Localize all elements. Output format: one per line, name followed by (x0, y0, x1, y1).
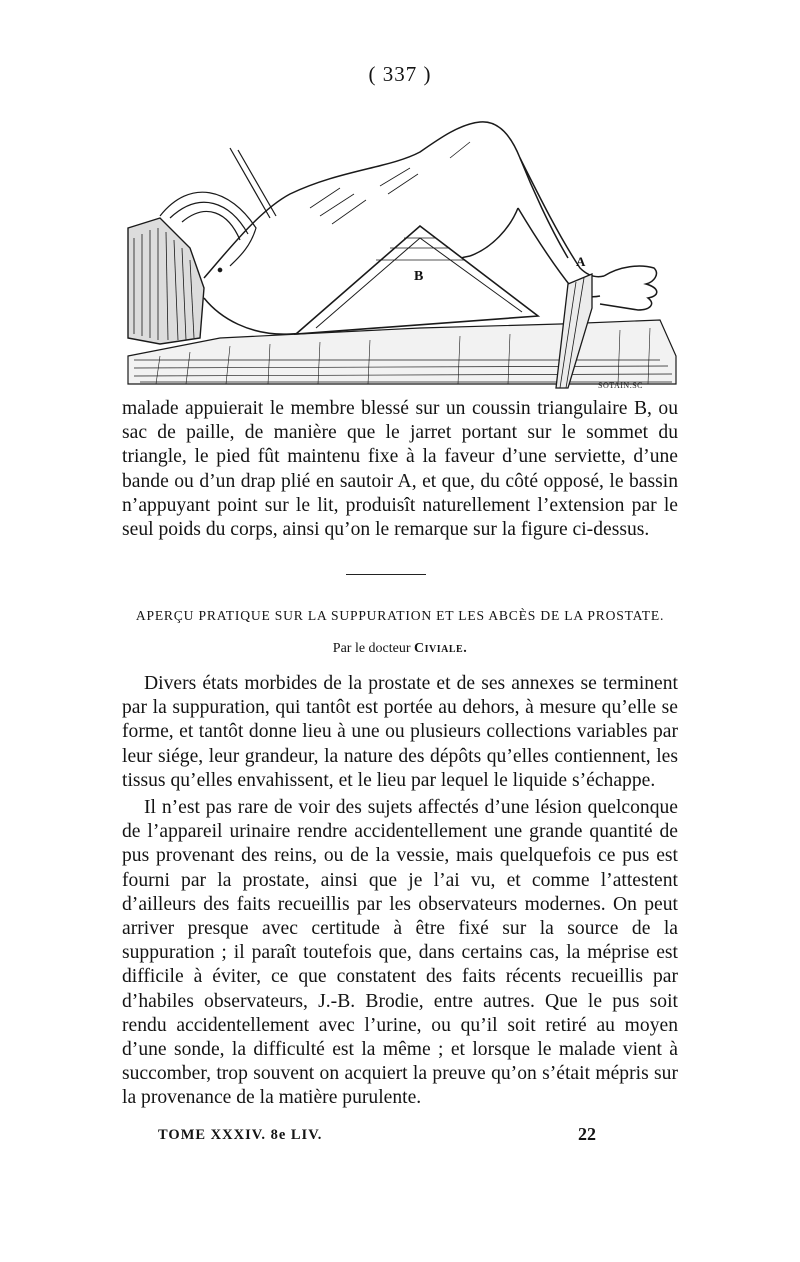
label-a: A (576, 254, 586, 269)
article-title: APERÇU PRATIQUE SUR LA SUPPURATION ET LES ABCÈS DE LA PROSTATE. (135, 608, 665, 623)
paragraph-body: Il n’est pas rare de voir des sujets affectés d’une lésion quelconque de l’appareil urinaire rendre accidentellement une grande quantité de pus provenant des reins, ou de la vessie, mais quelquefois ce pus est fourni par la prostate, ainsi que je l’ai vu, et comme l’attestent d’ailleurs des faits recueillis par les observateurs modernes. On peut arriver presque avec certitude à être fixé sur la source de la suppuration ; il paraît toutefois que, dans certains cas, la méprise est difficile à éviter, ce que constatent des faits récents recueillis par d’habiles observateurs, J.-B. Brodie, entre autres. Que le pus soit rendu accidentellement avec l’urine, ou qu’il soit retiré au moyen d’une sonde, la difficulté est la même ; et lorsque le malade vient à succomber, trop souvent on acquiert la preuve qu’on s’était mépris sur la provenance de la matière purulente. (122, 797, 678, 1109)
engraver-signature: SOTAIN.SC (598, 381, 643, 390)
engraving-figure (120, 98, 680, 398)
section-divider (346, 574, 426, 575)
footer-sheet-number: 22 (578, 1124, 596, 1144)
footer-signature: TOME XXXIV. 8e LIV. (158, 1127, 323, 1143)
label-b: B (414, 269, 424, 284)
leg-extension-illustration (120, 98, 680, 398)
paragraph-continuation: malade appuierait le membre blessé sur un coussin triangulaire B, ou sac de paille, de manière que le jarret portant sur le sommet du triangle, le pied fût maintenu fixe à la faveur d’une serviette, d’une bande ou d’un drap plié en sautoir A, et que, du côté opposé, le bassin n’appuyant point sur le lit, produisît naturellement l’extension par le seul poids du corps, ainsi qu’on le remarque sur la figure ci-dessus. (122, 398, 678, 541)
byline (0, 641, 800, 657)
author-name: Civiale. (414, 641, 468, 656)
byline-prefix: Par le docteur (332, 641, 411, 656)
bed-mattress (128, 320, 676, 384)
page-number: ( 337 ) (368, 62, 432, 86)
paragraph-intro: Divers états morbides de la prostate et de ses annexes se terminent par la suppuration, qui tantôt est portée au dehors, à mesure qu’elle se forme, et tantôt donne lieu à une ou plusieurs collections variables par leur siége, leur grandeur, la nature des dépôts qu’elles contiennent, les tissus qu’elles envahissent, et le lieu par lequel le liquide s’échappe. (122, 673, 678, 791)
pillow (128, 218, 204, 344)
